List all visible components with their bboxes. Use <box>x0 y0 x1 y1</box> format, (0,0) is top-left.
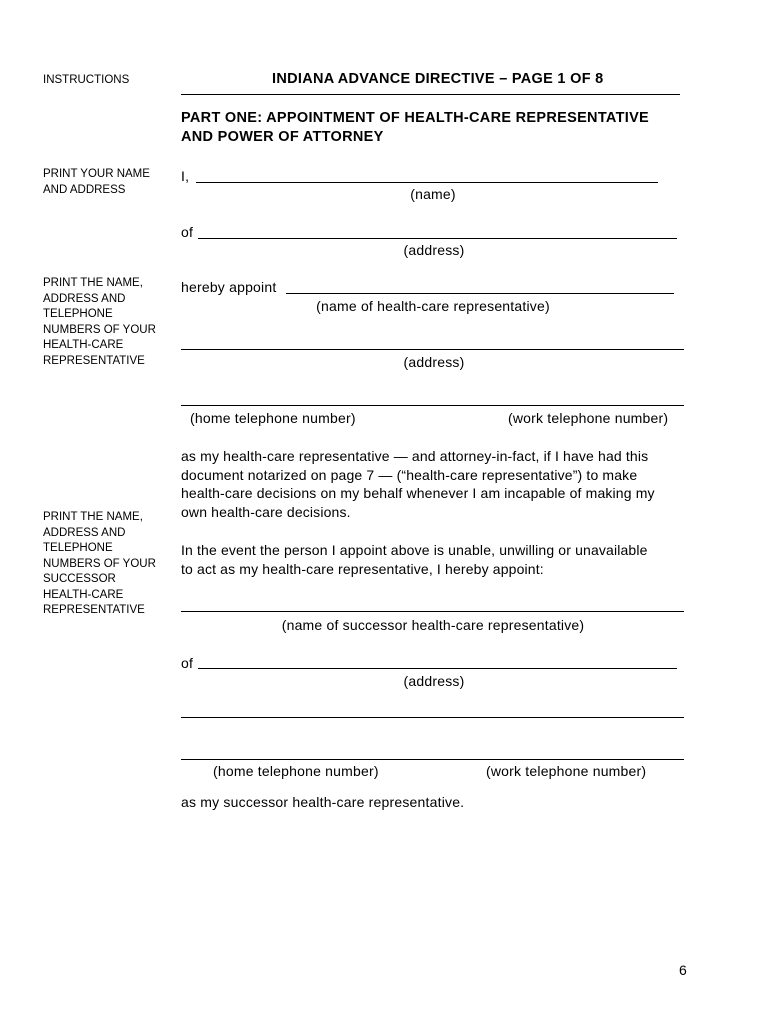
successor-of-label: of <box>181 655 194 671</box>
instructions-label: INSTRUCTIONS <box>43 74 130 86</box>
part-one-heading-line1: PART ONE: APPOINTMENT OF HEALTH-CARE REPRESENTATIVE <box>181 110 650 126</box>
header-rule <box>181 94 680 95</box>
sidebar-rep-line2: ADDRESS AND <box>43 292 126 305</box>
name-caption: (name) <box>410 186 456 202</box>
representative-name-caption: (name of health-care representative) <box>316 298 550 314</box>
paragraph2-line2: to act as my health-care representative, I hereby appoint: <box>181 560 544 577</box>
successor-home-phone-caption: (home telephone number) <box>213 763 379 779</box>
sidebar-rep-line4: NUMBERS OF YOUR <box>43 323 156 336</box>
sidebar-succ-line1: PRINT THE NAME, <box>43 511 143 523</box>
hereby-appoint-label: hereby appoint <box>181 279 277 295</box>
sidebar-succ-line5: SUCCESSOR <box>43 573 116 585</box>
representative-address-caption: (address) <box>403 354 465 370</box>
i-label: I, <box>181 168 190 184</box>
sidebar-succ-line4: NUMBERS OF YOUR <box>43 557 156 570</box>
name-field[interactable] <box>196 182 658 183</box>
address-field[interactable] <box>198 238 677 239</box>
sidebar-rep-line1: PRINT THE NAME, <box>43 277 143 289</box>
of-label: of <box>181 224 194 240</box>
successor-phone-field[interactable] <box>181 759 684 760</box>
sidebar-print-name-line2: AND ADDRESS <box>43 183 126 196</box>
sidebar-print-name <box>43 167 168 198</box>
page-title: INDIANA ADVANCE DIRECTIVE – PAGE 1 OF 8 <box>272 71 604 87</box>
successor-paragraph <box>181 541 648 578</box>
sidebar-rep-line3: TELEPHONE <box>43 308 113 320</box>
paragraph2-line1: In the event the person I appoint above is unable, unwilling or unavailable <box>181 542 648 558</box>
part-one-heading-line2: AND POWER OF ATTORNEY <box>181 129 384 145</box>
sidebar-succ-line3: TELEPHONE <box>43 542 113 554</box>
sidebar-succ-line2: ADDRESS AND <box>43 526 126 539</box>
sidebar-print-name-line1: PRINT YOUR NAME <box>43 168 150 180</box>
home-phone-caption: (home telephone number) <box>190 410 356 426</box>
address-caption: (address) <box>403 242 465 258</box>
sidebar-succ-line6: HEALTH-CARE <box>43 588 124 601</box>
successor-name-field[interactable] <box>181 611 684 612</box>
successor-name-caption: (name of successor health-care representative) <box>281 617 585 633</box>
sidebar-representative <box>43 276 168 369</box>
successor-address-line2-field[interactable] <box>181 717 684 718</box>
sidebar-rep-line5: HEALTH-CARE <box>43 339 124 351</box>
representative-phone-field[interactable] <box>181 405 684 406</box>
closing-text: as my successor health-care representative. <box>181 794 465 810</box>
sidebar-successor <box>43 510 168 619</box>
successor-address-field[interactable] <box>198 668 677 669</box>
representative-name-field[interactable] <box>286 293 674 294</box>
page-number: 6 <box>679 962 687 978</box>
appointment-paragraph <box>181 447 655 521</box>
paragraph1-line3: health-care decisions on my behalf whenever I am incapable of making my <box>181 485 655 502</box>
work-phone-caption: (work telephone number) <box>508 410 669 426</box>
paragraph1-line1: as my health-care representative — and attorney-in-fact, if I have had this <box>181 448 649 464</box>
paragraph1-line4: own health-care decisions. <box>181 503 351 520</box>
sidebar-rep-line6: REPRESENTATIVE <box>43 354 145 367</box>
successor-address-caption: (address) <box>403 673 465 689</box>
paragraph1-line2: document notarized on page 7 — (“health-care representative”) to make <box>181 466 638 483</box>
representative-address-field[interactable] <box>181 349 684 350</box>
successor-work-phone-caption: (work telephone number) <box>486 763 647 779</box>
sidebar-succ-line7: REPRESENTATIVE <box>43 604 145 616</box>
